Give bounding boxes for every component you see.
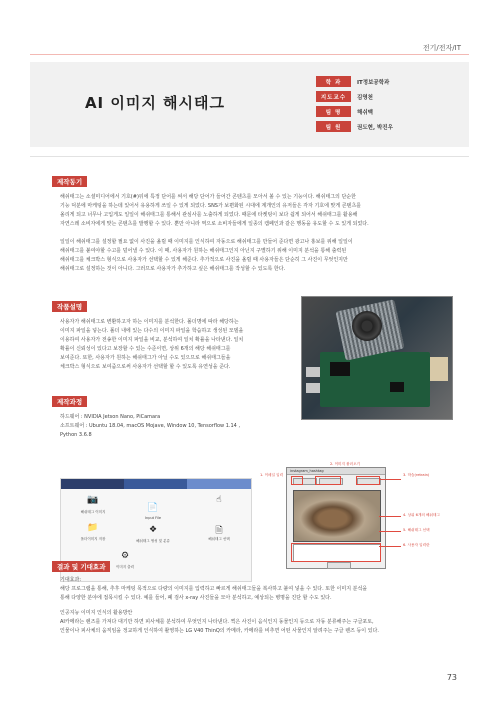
text-line: 소프트웨어 : Ubuntu 18.04, macOS Mojave, Window 10, Tensorflow 1.14 , xyxy=(60,423,241,429)
annotation-label: 5. 해쉬태그 선택 xyxy=(403,528,430,532)
info-label: 학 과 xyxy=(316,76,351,87)
subheading: 기대효과: xyxy=(60,577,82,583)
annotation-label: 1. 이메일 입력 xyxy=(260,473,284,477)
result-paragraph-2 xyxy=(60,609,460,636)
annotation-box-1 xyxy=(291,476,303,485)
text-line: 체크박스 형식으로 보여줌으로써 사용자가 선택할 할 수 있도록 유연성을 준다. xyxy=(60,364,231,370)
flow-step-label: 해쉬태그 이미지 xyxy=(80,510,106,514)
description-paragraph xyxy=(60,318,292,372)
camera-icon: 📷 xyxy=(87,495,99,505)
text-line: 보여준다. 또한, 사용자가 원하는 해쉬태그가 아닐 수도 있으므로 해쉬태그들을 xyxy=(60,355,231,361)
info-value: IT정보공학과 xyxy=(357,79,390,86)
annotation-label: 4. 상위 6개의 해쉬태그 xyxy=(403,513,440,517)
text-line: 해당 프로그램을 통해, 추후 마케팅 목적으로 다량의 이미지를 입력하고 빠르게 해쉬태그들을 복사하고 붙여 넣을 수 있다. 또한 이미지 분석을 xyxy=(60,586,368,592)
flow-step-label: 이미지 출력 xyxy=(115,565,135,569)
cat-image-preview xyxy=(293,490,381,542)
info-label: 팀 명 xyxy=(316,106,351,117)
annotation-label: 6. 사용자 입력란 xyxy=(403,543,430,547)
flow-step-label: Input File xyxy=(144,516,162,520)
flow-band-2 xyxy=(124,479,187,489)
info-value: 김영천 xyxy=(357,94,373,101)
text-line: 일일이 해쉬태그를 설정할 필요 없이 사진을 올릴 때 이미지를 인식하여 자동으로 해쉬태그를 만들어 준다면 광고나 홍보를 위해 일일이 xyxy=(60,239,353,245)
annotation-line xyxy=(379,479,401,480)
text-line: 확률이 신뢰성이 있다고 보장할 수 있는 수준이면, 상위 6개의 해당 해쉬태그를 xyxy=(60,346,231,352)
section-divider xyxy=(30,156,469,157)
category-label: 전기/전자/IT xyxy=(422,44,461,52)
circuit-board xyxy=(320,352,430,407)
motivation-paragraph-2 xyxy=(60,238,460,274)
text-line: AI카메라는 렌즈를 가져다 대기만 하면 피사체를 분석하여 무엇인지 나타낸다. 찍은 사진이 음식인지 동물인지 등으로 자동 분류해주는 구글포토, xyxy=(60,619,374,625)
text-line: 사용자가 해쉬태그로 변환하고자 하는 이미지를 분석한다. 폴더명에 따라 해당하는 xyxy=(60,319,239,325)
add-file-icon: 🗎 xyxy=(215,526,223,536)
text-line: 기능 덕분에 마케팅을 하는데 있어서 유용하게 쓰일 수 있게 되었다. SNS가 보편화된 시대에 계개인의 유저들은 각자 기호에 맞게 콘텐츠를 xyxy=(60,203,362,209)
annotation-line xyxy=(379,516,401,517)
annotation-label: 2. 이미지 불러오기 xyxy=(330,462,361,466)
info-row-department xyxy=(316,76,389,87)
flow-step-label: 해쉬태그 선택 xyxy=(208,537,230,541)
flow-step-label: 폴더이미지 저장 xyxy=(80,537,106,541)
text-line: Python 3.6.8 xyxy=(60,432,92,438)
info-row-team-name xyxy=(316,106,373,117)
text-line: 해쉬태그는 소셜미디어에서 기호(#)뒤에 특정 단어를 써서 해당 단어가 들어간 콘텐츠를 모아서 볼 수 있는 기능이다. 해쉬태그의 단순한 xyxy=(60,194,356,200)
hand-icon: ☝ xyxy=(216,495,222,505)
annotation-box-3 xyxy=(356,476,380,485)
folder-icon: 📁 xyxy=(87,523,99,533)
process-paragraph xyxy=(60,413,280,440)
text-line: 하드웨어 : NVIDIA Jetson Nano, PiCamara xyxy=(60,414,161,420)
ai-icon: ⚙ xyxy=(120,551,130,561)
network-icon: ❖ xyxy=(148,525,158,535)
subheading: 인공지능 이미지 인식의 활용방안 xyxy=(60,610,133,616)
result-paragraph-1 xyxy=(60,576,460,603)
flow-band-1 xyxy=(61,479,124,489)
section-heading-result: 결과 및 기대효과 xyxy=(52,561,110,572)
hardware-photo xyxy=(301,296,453,420)
document-icon: 📄 xyxy=(147,503,159,513)
info-label: 팀 원 xyxy=(316,121,351,132)
top-divider xyxy=(30,54,469,55)
flow-band-3 xyxy=(187,479,251,489)
annotation-box-4 xyxy=(291,543,381,562)
page-title: AI 이미지 해시태그 xyxy=(84,94,226,112)
annotation-label: 3. 학습(retrain) xyxy=(403,473,430,477)
text-line: 인물이나 피사체의 움직임을 정교하게 인식하여 촬영하는 LG V40 ThinQ의 카메라, 카메라를 비추면 어떤 사물인지 알려주는 구글 렌즈 등이 있다. xyxy=(60,628,379,634)
flow-step-label: 해쉬태그 생성 및 분류 xyxy=(136,539,170,543)
info-label: 지도교수 xyxy=(316,91,351,102)
motivation-paragraph-1 xyxy=(60,193,460,229)
text-line: 이용하여 사용자가 전송한 이미지 파일을 비교, 분석하여 일치 확률을 나타낸다. 일치 xyxy=(60,337,244,343)
section-heading-description: 작품설명 xyxy=(52,301,87,312)
annotation-line xyxy=(379,546,401,547)
text-line: 해쉬태그를 체크박스 형식으로 사용자가 선택할 수 있게 해준다. 추가적으로 사진을 올릴 때 사용자들은 단순히 그 사진이 무엇인지만 xyxy=(60,257,348,263)
text-line: 올리게 되고 너무나 고입게도 일일이 해쉬태그를 통해서 관심사를 노출하게 되었다. 때문에 타켓팅이 보다 쉽게 되어서 해쉬태그를 활용해 xyxy=(60,212,358,218)
info-value: 해쉬맥 xyxy=(357,109,373,116)
select-button xyxy=(327,562,351,569)
info-value: 권도현, 박진우 xyxy=(357,124,393,131)
fan xyxy=(352,311,382,341)
page-number: 73 xyxy=(446,673,457,682)
annotation-line xyxy=(379,531,401,532)
text-line: 해쉬태그를 붙여야할 수고를 덜어낼 수 있다. 이 때, 사용자가 원하는 해쉬태그인지 아닌지 구별하기 위해 이미지 분석을 통해 출력된 xyxy=(60,248,347,254)
app-title-bar: instagram_hashtag xyxy=(287,468,385,475)
info-row-members xyxy=(316,121,393,132)
text-line: 통해 다양한 분야에 접목시킬 수 있다. 예를 들어, 폐 검사 x-ray 사진들을 모아 분석하고, 예상되는 병명을 진단 할 수도 있다. xyxy=(60,595,332,601)
text-line: 자연스레 소비자에게 맞는 콘텐츠를 발행할 수 있다. 뿐만 아니라 역으로 소비자들에게 일종의 캠페인과 같은 행동을 유도할 수 도 있게 되었다. xyxy=(60,221,369,227)
annotation-box-2 xyxy=(315,476,341,485)
text-line: 해쉬태그로 설정하는 것이 아니다. 그러므로 사용자가 추가하고 싶은 해쉬태그를 작성할 수 있도록 한다. xyxy=(60,266,286,272)
info-row-advisor xyxy=(316,91,373,102)
section-heading-motivation: 제작동기 xyxy=(52,176,87,187)
text-line: 이미지 파일을 넣는다. 폴더 내에 있는 다수의 이미지 파일을 학습하고 생성된 모델을 xyxy=(60,328,244,334)
section-heading-process: 제작과정 xyxy=(52,396,87,407)
